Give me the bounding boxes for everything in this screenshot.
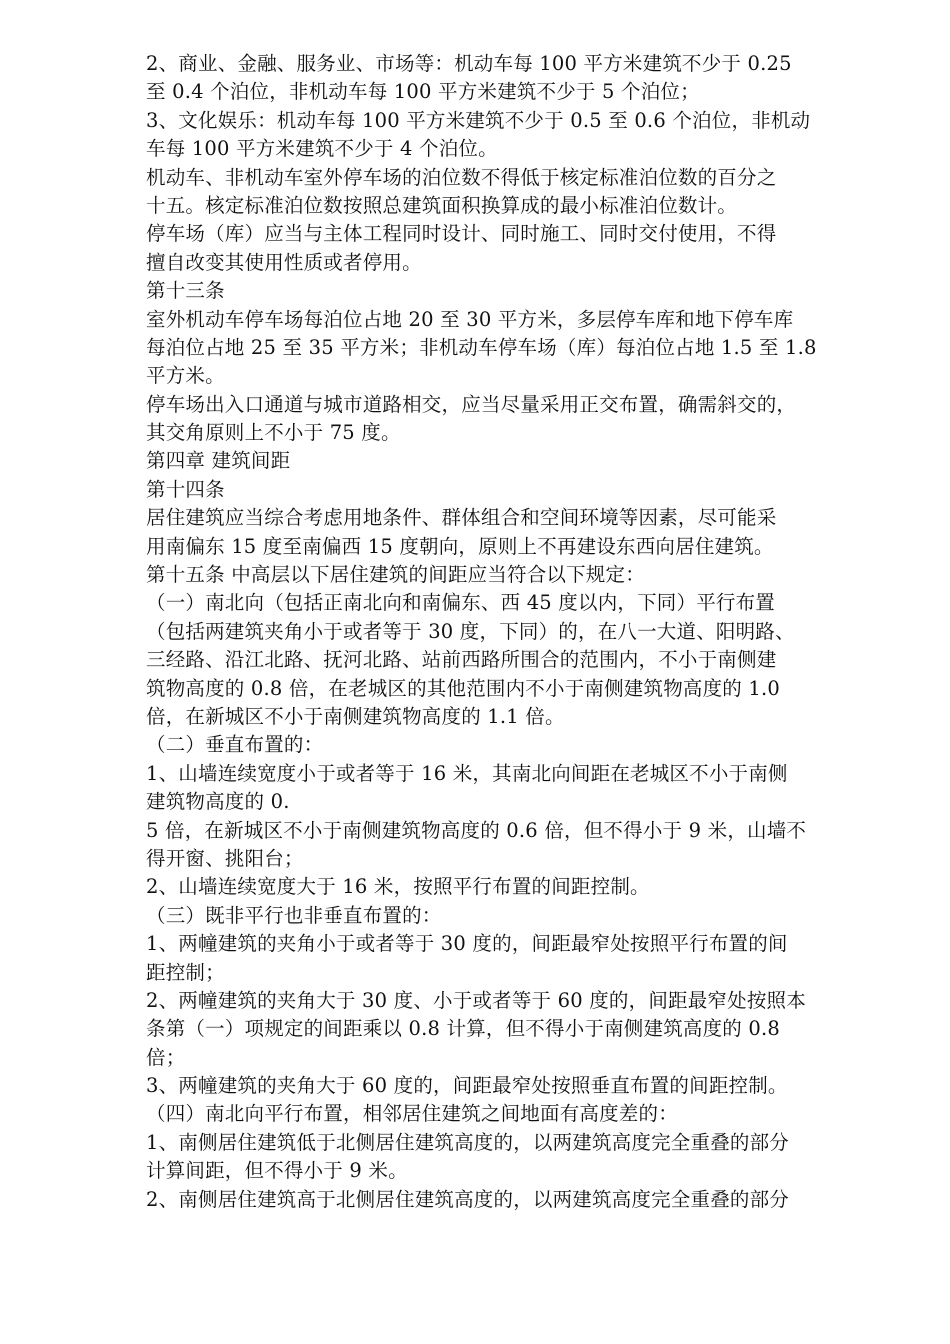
text-line: 居住建筑应当综合考虑用地条件、群体组合和空间环境等因素，尽可能采 [146, 506, 777, 530]
text-line: 十五。核定标准泊位数按照总建筑面积换算成的最小标准泊位数计。 [146, 193, 738, 217]
text-line: 3、文化娱乐：机动车每 100 平方米建筑不少于 0.5 至 0.6 个泊位，非机动 [146, 108, 811, 132]
text-line: 2、山墙连续宽度大于 16 米，按照平行布置的间距控制。 [146, 875, 650, 899]
text-line: （二）垂直布置的： [146, 733, 324, 757]
text-line: （包括两建筑夹角小于或者等于 30 度，下同）的，在八一大道、阳明路、 [146, 619, 795, 643]
article-heading: 第十四条 [146, 477, 225, 501]
text-line: 其交角原则上不小于 75 度。 [146, 421, 401, 445]
text-line: 1、山墙连续宽度小于或者等于 16 米，其南北向间距在老城区不小于南侧 [146, 761, 788, 785]
text-line: 室外机动车停车场每泊位占地 20 至 30 平方米，多层停车库和地下停车库 [146, 307, 794, 331]
text-line: 1、南侧居住建筑低于北侧居住建筑高度的，以两建筑高度完全重叠的部分 [146, 1130, 790, 1154]
text-line: 三经路、沿江北路、抚河北路、站前西路所围合的范围内，不小于南侧建 [146, 648, 777, 672]
text-line: 擅自改变其使用性质或者停用。 [146, 250, 422, 274]
text-line: （三）既非平行也非垂直布置的： [146, 903, 442, 927]
article-heading: 第十三条 [146, 279, 225, 303]
text-line: 停车场（库）应当与主体工程同时设计、同时施工、同时交付使用，不得 [146, 222, 777, 246]
text-line: 2、商业、金融、服务业、市场等：机动车每 100 平方米建筑不少于 0.25 [146, 52, 792, 75]
document-body [146, 50, 890, 1214]
text-line: 建筑物高度的 0. [146, 790, 290, 814]
text-line: （一）南北向（包括正南北向和南偏东、西 45 度以内，下同）平行布置 [146, 591, 776, 615]
text-line: 2、南侧居住建筑高于北侧居住建筑高度的，以两建筑高度完全重叠的部分 [146, 1187, 790, 1211]
text-line: （四）南北向平行布置，相邻居住建筑之间地面有高度差的： [146, 1102, 678, 1126]
text-line: 车每 100 平方米建筑不少于 4 个泊位。 [146, 137, 498, 161]
text-line: 筑物高度的 0.8 倍，在老城区的其他范围内不小于南侧建筑物高度的 1.0 [146, 676, 781, 700]
text-line: 至 0.4 个泊位，非机动车每 100 平方米建筑不少于 5 个泊位； [146, 80, 700, 104]
text-line: 计算间距，但不得小于 9 米。 [146, 1159, 408, 1183]
text-line: 距控制； [146, 960, 225, 984]
text-line: 倍； [146, 1045, 186, 1069]
text-line: 倍，在新城区不小于南侧建筑物高度的 1.1 倍。 [146, 704, 565, 728]
text-line: 用南偏东 15 度至南偏西 15 度朝向，原则上不再建设东西向居住建筑。 [146, 534, 774, 558]
text-line: 2、两幢建筑的夹角大于 30 度、小于或者等于 60 度的，间距最窄处按照本 [146, 988, 806, 1012]
text-line: 5 倍，在新城区不小于南侧建筑物高度的 0.6 倍，但不得小于 9 米，山墙不 [146, 818, 807, 842]
text-line: 平方米。 [146, 364, 225, 388]
text-line: 机动车、非机动车室外停车场的泊位数不得低于核定标准泊位数的百分之 [146, 165, 777, 189]
article-heading: 第十五条 中高层以下居住建筑的间距应当符合以下规定： [146, 563, 645, 587]
text-line: 3、两幢建筑的夹角大于 60 度的，间距最窄处按照垂直布置的间距控制。 [146, 1074, 788, 1098]
chapter-heading: 第四章 建筑间距 [146, 449, 291, 473]
text-line: 停车场出入口通道与城市道路相交，应当尽量采用正交布置，确需斜交的， [146, 392, 797, 416]
text-line: 条第（一）项规定的间距乘以 0.8 计算，但不得小于南侧建筑高度的 0.8 [146, 1017, 781, 1041]
text-line: 每泊位占地 25 至 35 平方米；非机动车停车场（库）每泊位占地 1.5 至 1.8 [146, 335, 817, 359]
text-line: 1、两幢建筑的夹角小于或者等于 30 度的，间距最窄处按照平行布置的间 [146, 932, 788, 956]
text-line: 得开窗、挑阳台； [146, 846, 304, 870]
